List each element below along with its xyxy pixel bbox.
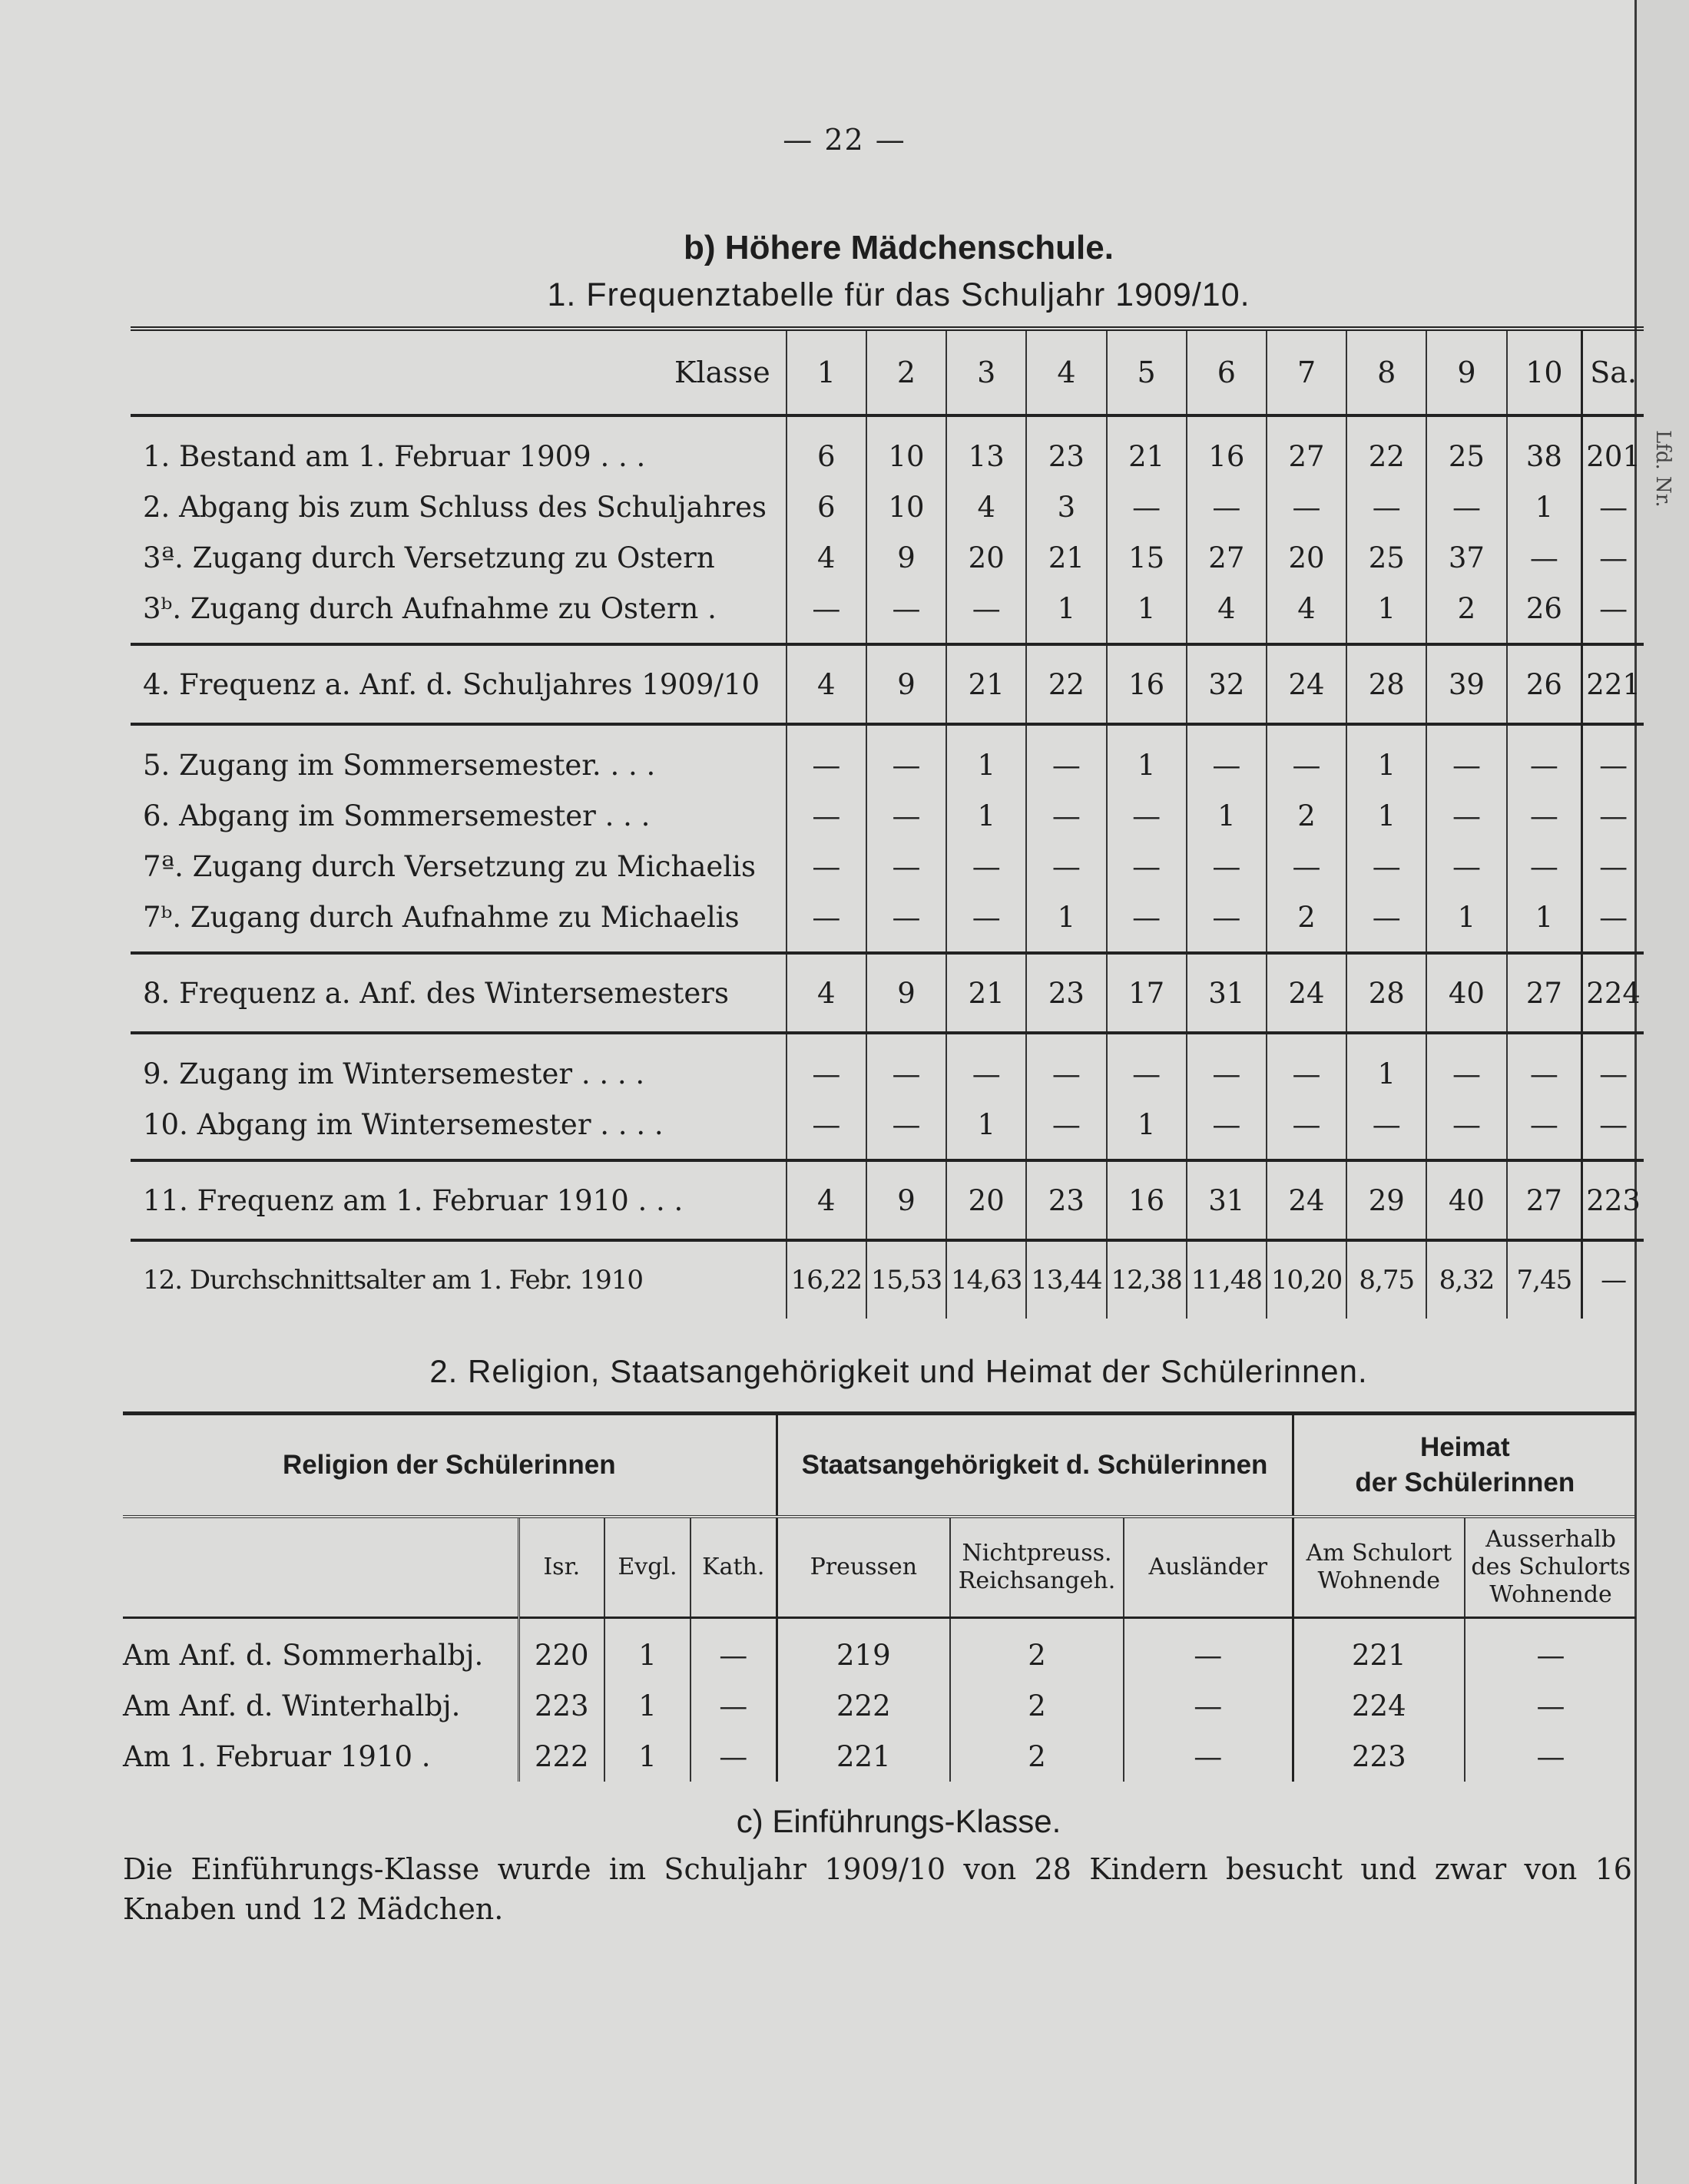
class-value-cell: 23 xyxy=(1026,1160,1106,1240)
row-label: 3ª. Zugang durch Versetzung zu Ostern xyxy=(131,532,787,583)
class-header: 8 xyxy=(1346,329,1426,415)
class-value-cell: 20 xyxy=(946,532,1026,583)
class-header: 3 xyxy=(946,329,1026,415)
class-header: 9 xyxy=(1426,329,1506,415)
class-value-cell: — xyxy=(787,1033,866,1099)
class-value-cell: — xyxy=(1267,1099,1346,1160)
value-cell: 2 xyxy=(950,1680,1124,1731)
ausserhalb-header-line2: des Schulorts xyxy=(1471,1554,1631,1580)
ausserhalb-header-line1: Ausserhalb xyxy=(1485,1526,1616,1553)
class-value-cell: 1 xyxy=(946,724,1026,790)
frequency-table xyxy=(131,326,1644,1319)
value-cell: 224 xyxy=(1293,1680,1465,1731)
class-header: 5 xyxy=(1107,329,1187,415)
class-value-cell: 26 xyxy=(1507,583,1582,644)
class-value-cell: — xyxy=(1026,1099,1106,1160)
class-value-cell: 9 xyxy=(866,532,946,583)
table-row xyxy=(131,1160,1644,1240)
section-c-paragraph xyxy=(123,1849,1632,1929)
class-value-cell: — xyxy=(946,583,1026,644)
class-value-cell: — xyxy=(1187,724,1267,790)
class-value-cell: — xyxy=(1426,790,1506,841)
row-label: 2. Abgang bis zum Schluss des Schuljahres xyxy=(131,481,787,532)
class-value-cell: 7,45 xyxy=(1507,1240,1582,1319)
class-value-cell: 27 xyxy=(1187,532,1267,583)
home-group-header xyxy=(1293,1414,1636,1517)
frequency-table-header xyxy=(131,329,1644,415)
value-cell: — xyxy=(1465,1680,1636,1731)
class-value-cell: — xyxy=(1187,481,1267,532)
table-row xyxy=(131,790,1644,841)
class-value-cell: — xyxy=(866,1033,946,1099)
class-value-cell: — xyxy=(1107,1033,1187,1099)
class-value-cell: 26 xyxy=(1507,644,1582,724)
sum-value-cell: — xyxy=(1582,583,1644,644)
class-value-cell: 4 xyxy=(787,953,866,1033)
preussen-header: Preussen xyxy=(777,1517,950,1618)
class-value-cell: — xyxy=(1026,724,1106,790)
class-value-cell: 27 xyxy=(1507,953,1582,1033)
value-cell: — xyxy=(1124,1680,1293,1731)
empty-corner-cell xyxy=(123,1517,518,1618)
class-value-cell: — xyxy=(1507,1033,1582,1099)
class-value-cell: 1 xyxy=(1346,724,1426,790)
class-value-cell: — xyxy=(1026,841,1106,892)
class-value-cell: 25 xyxy=(1346,532,1426,583)
nationality-group-header: Staatsangehörigkeit d. Schülerinnen xyxy=(777,1414,1293,1517)
class-header: 2 xyxy=(866,329,946,415)
class-value-cell: — xyxy=(787,1099,866,1160)
class-value-cell: — xyxy=(946,1033,1026,1099)
row-label: 7ᵇ. Zugang durch Aufnahme zu Michaelis xyxy=(131,892,787,953)
nichtpreuss-header-line2: Reichsangeh. xyxy=(958,1567,1116,1594)
class-value-cell: 13,44 xyxy=(1026,1240,1106,1319)
class-value-cell: — xyxy=(1426,841,1506,892)
religion-table-title: 2. Religion, Staatsangehörigkeit und Heimat der Schülerinnen. xyxy=(429,1353,1368,1389)
value-cell: 221 xyxy=(1293,1618,1465,1681)
table-row xyxy=(131,481,1644,532)
class-value-cell: — xyxy=(1267,724,1346,790)
class-header: 4 xyxy=(1026,329,1106,415)
class-value-cell: 24 xyxy=(1267,644,1346,724)
class-value-cell: 1 xyxy=(1346,583,1426,644)
table-row xyxy=(131,841,1644,892)
class-value-cell: 17 xyxy=(1107,953,1187,1033)
table-row xyxy=(131,415,1644,481)
class-value-cell: — xyxy=(787,841,866,892)
class-value-cell: 1 xyxy=(1107,1099,1187,1160)
value-cell: 2 xyxy=(950,1731,1124,1782)
class-value-cell: — xyxy=(1426,1033,1506,1099)
frequency-table-title: 1. Frequenztabelle für das Schuljahr 1909/10. xyxy=(547,276,1250,313)
class-value-cell: — xyxy=(1267,481,1346,532)
class-value-cell: 6 xyxy=(787,415,866,481)
class-value-cell: — xyxy=(1507,532,1582,583)
row-label: 7ª. Zugang durch Versetzung zu Michaelis xyxy=(131,841,787,892)
sum-value-cell: — xyxy=(1582,1099,1644,1160)
class-value-cell: 1 xyxy=(1026,892,1106,953)
class-value-cell: 27 xyxy=(1267,415,1346,481)
class-value-cell: 6 xyxy=(787,481,866,532)
class-value-cell: — xyxy=(787,724,866,790)
am-schulort-header-line1: Am Schulort xyxy=(1306,1540,1452,1567)
value-cell: — xyxy=(691,1618,777,1681)
sum-header: Sa. xyxy=(1582,329,1644,415)
class-value-cell: — xyxy=(1187,1099,1267,1160)
row-label: 11. Frequenz am 1. Februar 1910 . . . xyxy=(131,1160,787,1240)
class-value-cell: 8,32 xyxy=(1426,1240,1506,1319)
class-value-cell: 10,20 xyxy=(1267,1240,1346,1319)
class-value-cell: 1 xyxy=(1107,583,1187,644)
table-row xyxy=(131,1240,1644,1319)
home-group-header-line1: Heimat xyxy=(1419,1432,1510,1462)
class-value-cell: 4 xyxy=(787,532,866,583)
class-value-cell: 28 xyxy=(1346,644,1426,724)
class-value-cell: 39 xyxy=(1426,644,1506,724)
class-value-cell: 1 xyxy=(946,1099,1026,1160)
kath-header: Kath. xyxy=(691,1517,777,1618)
class-value-cell: 24 xyxy=(1267,953,1346,1033)
table-row xyxy=(131,892,1644,953)
class-value-cell: 40 xyxy=(1426,1160,1506,1240)
am-schulort-header xyxy=(1293,1517,1465,1618)
nichtpreuss-header xyxy=(950,1517,1124,1618)
class-value-cell: — xyxy=(1107,841,1187,892)
class-value-cell: — xyxy=(866,841,946,892)
class-value-cell: 23 xyxy=(1026,415,1106,481)
value-cell: 1 xyxy=(604,1618,691,1681)
sum-value-cell: 201 xyxy=(1582,415,1644,481)
class-header: 1 xyxy=(787,329,866,415)
row-label: 8. Frequenz a. Anf. des Wintersemesters xyxy=(131,953,787,1033)
sum-value-cell: — xyxy=(1582,532,1644,583)
class-value-cell: 9 xyxy=(866,1160,946,1240)
table-row xyxy=(131,953,1644,1033)
class-value-cell: 28 xyxy=(1346,953,1426,1033)
value-cell: 2 xyxy=(950,1618,1124,1681)
class-value-cell: 29 xyxy=(1346,1160,1426,1240)
class-value-cell: 14,63 xyxy=(946,1240,1026,1319)
row-label: 10. Abgang im Wintersemester . . . . xyxy=(131,1099,787,1160)
section-b-title: b) Höhere Mädchenschule. xyxy=(684,229,1114,266)
home-group-header-line2: der Schülerinnen xyxy=(1355,1468,1575,1497)
class-value-cell: 20 xyxy=(1267,532,1346,583)
class-value-cell: 37 xyxy=(1426,532,1506,583)
class-value-cell: — xyxy=(946,892,1026,953)
class-value-cell: — xyxy=(787,583,866,644)
class-header: 7 xyxy=(1267,329,1346,415)
table-row xyxy=(131,583,1644,644)
class-value-cell: 9 xyxy=(866,953,946,1033)
class-value-cell: — xyxy=(1346,481,1426,532)
value-cell: — xyxy=(691,1731,777,1782)
auslaender-header: Ausländer xyxy=(1124,1517,1293,1618)
sum-value-cell: — xyxy=(1582,1240,1644,1319)
row-label: 6. Abgang im Sommersemester . . . xyxy=(131,790,787,841)
class-value-cell: — xyxy=(866,724,946,790)
isr-header: Isr. xyxy=(518,1517,604,1618)
class-value-cell: 2 xyxy=(1426,583,1506,644)
table-row xyxy=(123,1731,1636,1782)
table-row xyxy=(131,644,1644,724)
sum-value-cell: — xyxy=(1582,790,1644,841)
class-value-cell: — xyxy=(1507,841,1582,892)
class-value-cell: — xyxy=(1107,892,1187,953)
class-value-cell: — xyxy=(1507,1099,1582,1160)
value-cell: 219 xyxy=(777,1618,950,1681)
class-value-cell: 11,48 xyxy=(1187,1240,1267,1319)
class-value-cell: 1 xyxy=(1187,790,1267,841)
class-value-cell: — xyxy=(1346,892,1426,953)
religion-group-header: Religion der Schülerinnen xyxy=(123,1414,777,1517)
value-cell: 223 xyxy=(1293,1731,1465,1782)
class-value-cell: — xyxy=(787,790,866,841)
class-value-cell: 16 xyxy=(1187,415,1267,481)
class-value-cell: — xyxy=(866,583,946,644)
class-value-cell: — xyxy=(1107,790,1187,841)
class-value-cell: 22 xyxy=(1346,415,1426,481)
class-value-cell: — xyxy=(1346,841,1426,892)
class-value-cell: 4 xyxy=(787,644,866,724)
class-value-cell: 32 xyxy=(1187,644,1267,724)
class-value-cell: — xyxy=(1267,1033,1346,1099)
section-c-title: c) Einführungs-Klasse. xyxy=(736,1803,1061,1839)
class-value-cell: 31 xyxy=(1187,953,1267,1033)
class-value-cell: — xyxy=(1426,724,1506,790)
row-label: Am Anf. d. Sommerhalbj. xyxy=(123,1618,518,1681)
ausserhalb-header xyxy=(1465,1517,1636,1618)
value-cell: 222 xyxy=(518,1731,604,1782)
table-row xyxy=(131,724,1644,790)
class-value-cell: 15 xyxy=(1107,532,1187,583)
class-value-cell: 1 xyxy=(1426,892,1506,953)
class-value-cell: 38 xyxy=(1507,415,1582,481)
class-value-cell: 4 xyxy=(946,481,1026,532)
row-label: 1. Bestand am 1. Februar 1909 . . . xyxy=(131,415,787,481)
class-value-cell: 21 xyxy=(1026,532,1106,583)
value-cell: 1 xyxy=(604,1680,691,1731)
class-value-cell: 22 xyxy=(1026,644,1106,724)
table-row xyxy=(131,1033,1644,1099)
value-cell: — xyxy=(1465,1618,1636,1681)
religion-table-subheader xyxy=(123,1517,1636,1618)
class-value-cell: 9 xyxy=(866,644,946,724)
class-value-cell: 2 xyxy=(1267,892,1346,953)
header-label: Klasse xyxy=(131,329,787,415)
class-value-cell: 4 xyxy=(787,1160,866,1240)
class-value-cell: — xyxy=(946,841,1026,892)
row-label: 4. Frequenz a. Anf. d. Schuljahres 1909/10 xyxy=(131,644,787,724)
row-label: 9. Zugang im Wintersemester . . . . xyxy=(131,1033,787,1099)
class-value-cell: 20 xyxy=(946,1160,1026,1240)
class-value-cell: 10 xyxy=(866,481,946,532)
class-value-cell: 25 xyxy=(1426,415,1506,481)
class-value-cell: 23 xyxy=(1026,953,1106,1033)
class-value-cell: — xyxy=(1426,1099,1506,1160)
class-value-cell: 1 xyxy=(1507,892,1582,953)
religion-table xyxy=(123,1411,1636,1782)
sum-value-cell: — xyxy=(1582,1033,1644,1099)
class-value-cell: 8,75 xyxy=(1346,1240,1426,1319)
row-label: Am Anf. d. Winterhalbj. xyxy=(123,1680,518,1731)
am-schulort-header-line2: Wohnende xyxy=(1317,1567,1441,1594)
class-value-cell: 1 xyxy=(1346,1033,1426,1099)
class-value-cell: 10 xyxy=(866,415,946,481)
sum-value-cell: 221 xyxy=(1582,644,1644,724)
class-value-cell: 16 xyxy=(1107,1160,1187,1240)
class-value-cell: 16 xyxy=(1107,644,1187,724)
class-value-cell: 27 xyxy=(1507,1160,1582,1240)
sum-value-cell: — xyxy=(1582,481,1644,532)
class-value-cell: 12,38 xyxy=(1107,1240,1187,1319)
value-cell: — xyxy=(1124,1731,1293,1782)
table-row xyxy=(131,1099,1644,1160)
sum-value-cell: — xyxy=(1582,892,1644,953)
sum-value-cell: 224 xyxy=(1582,953,1644,1033)
page-number: — 22 — xyxy=(783,123,906,157)
value-cell: 223 xyxy=(518,1680,604,1731)
value-cell: 1 xyxy=(604,1731,691,1782)
table-row xyxy=(123,1618,1636,1681)
value-cell: — xyxy=(691,1680,777,1731)
value-cell: 221 xyxy=(777,1731,950,1782)
table-row xyxy=(131,532,1644,583)
value-cell: — xyxy=(1124,1618,1293,1681)
class-value-cell: 40 xyxy=(1426,953,1506,1033)
class-value-cell: — xyxy=(866,790,946,841)
class-value-cell: — xyxy=(1267,841,1346,892)
class-value-cell: 15,53 xyxy=(866,1240,946,1319)
class-value-cell: 1 xyxy=(1107,724,1187,790)
row-label: Am 1. Februar 1910 . xyxy=(123,1731,518,1782)
class-value-cell: 21 xyxy=(946,644,1026,724)
row-label: 12. Durchschnittsalter am 1. Febr. 1910 xyxy=(131,1240,787,1319)
row-label: 3ᵇ. Zugang durch Aufnahme zu Ostern . xyxy=(131,583,787,644)
value-cell: — xyxy=(1465,1731,1636,1782)
class-value-cell: 31 xyxy=(1187,1160,1267,1240)
class-value-cell: 21 xyxy=(1107,415,1187,481)
edge-text: Lfd. Nr. xyxy=(1651,430,1674,508)
class-value-cell: — xyxy=(866,1099,946,1160)
class-header: 6 xyxy=(1187,329,1267,415)
class-value-cell: 4 xyxy=(1187,583,1267,644)
evgl-header: Evgl. xyxy=(604,1517,691,1618)
class-value-cell: 1 xyxy=(946,790,1026,841)
class-value-cell: — xyxy=(787,892,866,953)
section-c-text: Die Einführungs-Klasse wurde im Schuljahr 1909/10 von 28 Kindern besucht und zwar von 16 Knaben und 12 Mädchen. xyxy=(123,1852,1632,1926)
ausserhalb-header-line3: Wohnende xyxy=(1489,1581,1612,1608)
table-row xyxy=(123,1680,1636,1731)
class-value-cell: — xyxy=(1026,1033,1106,1099)
sum-value-cell: 223 xyxy=(1582,1160,1644,1240)
class-value-cell: 13 xyxy=(946,415,1026,481)
class-value-cell: 4 xyxy=(1267,583,1346,644)
class-value-cell: — xyxy=(1187,1033,1267,1099)
class-value-cell: 24 xyxy=(1267,1160,1346,1240)
class-value-cell: — xyxy=(1507,790,1582,841)
class-value-cell: — xyxy=(1507,724,1582,790)
class-value-cell: — xyxy=(1187,892,1267,953)
nichtpreuss-header-line1: Nichtpreuss. xyxy=(962,1540,1112,1567)
sum-value-cell: — xyxy=(1582,724,1644,790)
class-value-cell: 16,22 xyxy=(787,1240,866,1319)
class-value-cell: 1 xyxy=(1507,481,1582,532)
class-value-cell: — xyxy=(1107,481,1187,532)
class-value-cell: — xyxy=(866,892,946,953)
class-header: 10 xyxy=(1507,329,1582,415)
row-label: 5. Zugang im Sommersemester. . . . xyxy=(131,724,787,790)
class-value-cell: — xyxy=(1346,1099,1426,1160)
value-cell: 220 xyxy=(518,1618,604,1681)
class-value-cell: 2 xyxy=(1267,790,1346,841)
religion-table-group-header xyxy=(123,1414,1636,1517)
class-value-cell: — xyxy=(1426,481,1506,532)
class-value-cell: 21 xyxy=(946,953,1026,1033)
class-value-cell: — xyxy=(1026,790,1106,841)
value-cell: 222 xyxy=(777,1680,950,1731)
class-value-cell: 1 xyxy=(1346,790,1426,841)
class-value-cell: 1 xyxy=(1026,583,1106,644)
sum-value-cell: — xyxy=(1582,841,1644,892)
class-value-cell: 3 xyxy=(1026,481,1106,532)
class-value-cell: — xyxy=(1187,841,1267,892)
